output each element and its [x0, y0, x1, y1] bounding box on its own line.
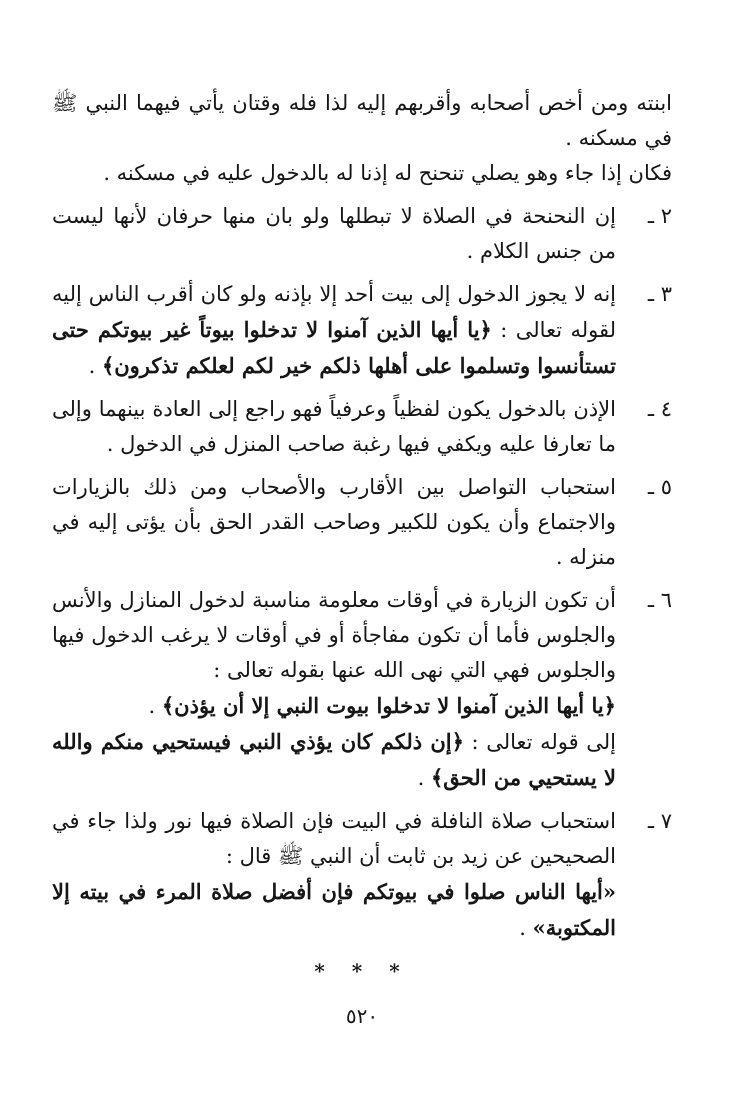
item-number: ٧ ـ [647, 809, 672, 833]
item-text-continued: إلى قوله تعالى : [463, 730, 616, 754]
item-body [52, 804, 616, 946]
item-text: الإذن بالدخول يكون لفظياً وعرفياً فهو راجع إلى العادة بينهما وإلى ما تعارفا عليه ويكفي فيها رغبة صاحب المنزل في الدخول . [52, 397, 616, 456]
item-end: . [88, 354, 102, 378]
quran-quote: ﴿إن ذلكم كان يؤذي النبي فيستحيي منكم والله لا يستحيي من الحق﴾ [52, 729, 616, 790]
item-text: إنه لا يجوز الدخول إلى بيت أحد إلا بإذنه ولو كان أقرب الناس إليه لقوله تعالى : [52, 282, 616, 342]
list-item-6 [52, 583, 672, 796]
intro-paragraph-1: ابنته ومن أخص أصحابه وأقربهم إليه لذا فله وقتان يأتي فيهما النبي ﷺ في مسكنه . [52, 91, 672, 150]
item-text: إن النحنحة في الصلاة لا تبطلها ولو بان منها حرفان لأنها ليست من جنس الكلام . [52, 204, 616, 263]
intro-paragraph-2: فكان إذا جاء وهو يصلي تنحنح له إذنا له بالدخول عليه في مسكنه . [103, 161, 672, 185]
item-number: ٦ ـ [647, 588, 672, 612]
item-text: استحباب صلاة النافلة في البيت فإن الصلاة فيها نور ولذا جاء في الصحيحين عن زيد بن ثابت أن النبي ﷺ قال : [52, 809, 616, 868]
item-text: أن تكون الزيارة في أوقات معلومة مناسبة لدخول المنازل والأنس والجلوس فأما أن تكون مفاجأة أو في أوقات لا يرغب الدخول فيها والجلوس فهي التي نهى الله عنها بقوله تعالى : [52, 588, 616, 682]
list-item-7 [52, 804, 672, 946]
item-number: ٤ ـ [647, 397, 672, 421]
list-item-2 [52, 199, 672, 269]
item-text: استحباب التواصل بين الأقارب والأصحاب ومن ذلك بالزيارات والاجتماع وأن يكون للكبير وصاحب القدر الحق بأن يؤتى إليه في منزله . [52, 475, 616, 569]
item-number: ٥ ـ [647, 475, 672, 499]
item-end: . [519, 916, 533, 940]
item-number: ٣ ـ [647, 282, 672, 306]
quran-quote: ﴿يا أيها الذين آمنوا لا تدخلوا بيوت النبي إلا أن يؤذن﴾ [161, 693, 616, 718]
item-number: ٢ ـ [647, 204, 672, 228]
list-item-4 [52, 392, 672, 462]
page-number: ٥٢٠ [345, 1004, 379, 1028]
continuation-line [52, 724, 616, 796]
quran-quote: ﴿يا أيها الذين آمنوا لا تدخلوا بيوتاً غير بيوتكم حتى تستأنسوا وتسلموا على أهلها ذلكم خير لكم لعلكم تذكرون﴾ [52, 317, 616, 378]
quote-line [52, 874, 616, 946]
list-item-5 [52, 470, 672, 575]
item-body [52, 583, 616, 796]
hadith-quote: «أيها الناس صلوا في بيوتكم فإن أفضل صلاة المرء في بيته إلا المكتوبة» [52, 879, 616, 940]
item-end: . [148, 694, 162, 718]
item-body [52, 277, 616, 384]
section-separator: * * * [314, 959, 410, 983]
item-end: . [417, 766, 431, 790]
quote-line [52, 688, 616, 724]
book-page [52, 86, 672, 1034]
list-item-3 [52, 277, 672, 384]
